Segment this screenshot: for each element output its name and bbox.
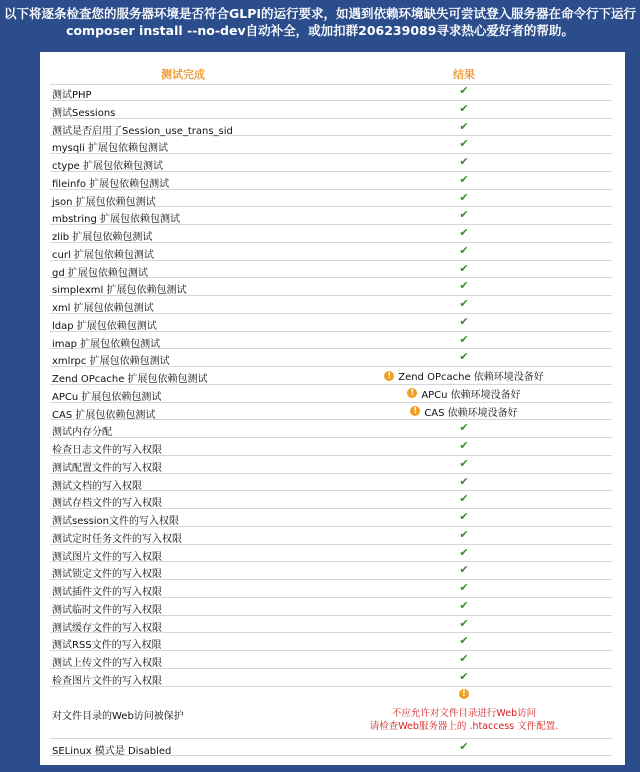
test-result <box>316 689 612 733</box>
check-icon: ✔ <box>459 243 469 257</box>
test-name: ldap 扩展包依赖包测试 <box>52 320 157 332</box>
table-row <box>50 243 612 261</box>
check-icon: ✔ <box>459 492 469 506</box>
table-row <box>50 669 612 687</box>
result-text: Zend OPcache 依赖环境没备好 <box>398 372 544 383</box>
test-result <box>316 155 612 168</box>
test-name: zlib 扩展包依赖包测试 <box>52 232 153 243</box>
table-row <box>50 651 612 669</box>
check-icon: ✔ <box>459 634 469 648</box>
check-icon: ✔ <box>459 226 469 239</box>
test-name: mysqli 扩展包依赖包测试 <box>52 143 168 155</box>
table-row <box>50 136 612 154</box>
check-icon: ✔ <box>459 137 469 151</box>
table-row <box>50 314 612 332</box>
test-result <box>316 634 612 647</box>
table-row <box>50 438 612 456</box>
table-row <box>50 207 612 225</box>
test-result <box>316 279 612 292</box>
table-row <box>50 101 612 119</box>
test-result <box>316 740 612 753</box>
intro-line-1: 以下将逐条检查您的服务器环境是否符合GLPI的运行要求，如遇到依赖环境缺失可尝试登入服务器在命令行下运行 <box>3 6 637 21</box>
test-name: 测试session文件的写入权限 <box>52 516 180 527</box>
check-icon: ✔ <box>459 545 469 559</box>
test-result <box>316 386 612 401</box>
table-row <box>50 367 612 385</box>
check-icon: ✔ <box>459 172 469 186</box>
table-row <box>50 633 612 651</box>
check-icon: ✔ <box>459 297 469 310</box>
test-result <box>316 315 612 328</box>
test-result <box>316 475 612 488</box>
test-name: gd 扩展包依赖包测试 <box>52 267 148 279</box>
test-result <box>316 173 612 186</box>
test-result <box>316 492 612 505</box>
test-name: 测试是否启用了Session_use_trans_sid <box>52 125 233 137</box>
test-result <box>316 120 612 133</box>
column-header-test: 测试完成 <box>161 68 205 81</box>
test-result <box>316 581 612 594</box>
check-icon: ✔ <box>459 350 469 364</box>
test-name: 测试定时任务文件的写入权限 <box>52 533 182 545</box>
check-icon: ✔ <box>459 119 469 133</box>
warning-icon: ! <box>384 371 394 381</box>
test-result <box>316 191 612 204</box>
test-name: ctype 扩展包依赖包测试 <box>52 161 164 172</box>
table-row <box>50 296 612 314</box>
check-icon: ✔ <box>459 101 469 115</box>
test-result <box>316 670 612 683</box>
table-row <box>50 420 612 438</box>
check-icon: ✔ <box>459 563 469 577</box>
test-result <box>316 84 612 97</box>
test-name: fileinfo 扩展包依赖包测试 <box>52 178 170 190</box>
table-row <box>50 739 612 757</box>
test-result <box>316 546 612 559</box>
table-row <box>50 172 612 190</box>
test-result <box>316 563 612 576</box>
test-result <box>316 510 612 523</box>
test-name: 测试锁定文件的写入权限 <box>52 569 162 581</box>
test-name: 测试内存分配 <box>52 427 112 439</box>
test-name: 测试文档的写入权限 <box>52 480 142 492</box>
check-icon: ✔ <box>459 279 469 293</box>
check-icon: ✔ <box>459 314 469 328</box>
test-result <box>316 333 612 346</box>
test-name: 测试上传文件的写入权限 <box>52 658 162 669</box>
test-name: 测试插件文件的写入权限 <box>52 587 162 598</box>
test-name: APCu 扩展包依赖包测试 <box>52 391 162 403</box>
check-icon: ✔ <box>459 190 469 204</box>
test-name: curl 扩展包依赖包测试 <box>52 249 154 261</box>
test-name: 测试PHP <box>52 90 92 101</box>
table-row <box>50 509 612 527</box>
result-text: CAS 依赖环境没备好 <box>424 407 518 419</box>
check-icon: ✔ <box>459 261 469 275</box>
table-row <box>50 580 612 598</box>
test-result <box>316 404 612 419</box>
test-name: mbstring 扩展包依赖包测试 <box>52 214 180 226</box>
table-row-web-access <box>50 687 612 739</box>
test-name: 检查图片文件的写入权限 <box>52 675 162 687</box>
test-result <box>316 350 612 363</box>
test-name: 测试临时文件的写入权限 <box>52 604 162 616</box>
test-result <box>316 599 612 612</box>
check-icon: ✔ <box>459 155 469 168</box>
table-row <box>50 456 612 474</box>
warning-icon: ! <box>459 689 469 699</box>
check-icon: ✔ <box>459 474 469 488</box>
test-name: 测试存档文件的写入权限 <box>52 498 162 510</box>
check-icon: ✔ <box>459 84 469 97</box>
warning-icon: ! <box>410 406 420 416</box>
table-row <box>50 261 612 279</box>
check-icon: ✔ <box>459 439 469 452</box>
table-row <box>50 598 612 616</box>
table-row <box>50 332 612 350</box>
check-icon: ✔ <box>459 581 469 594</box>
warning-icon: ! <box>407 388 417 398</box>
test-name: Zend OPcache 扩展包依赖包测试 <box>52 374 208 385</box>
test-result <box>316 137 612 150</box>
test-name: 检查日志文件的写入权限 <box>52 445 162 456</box>
test-result <box>316 244 612 257</box>
table-row <box>50 83 612 101</box>
test-name: 测试图片文件的写入权限 <box>52 551 162 563</box>
check-icon: ✔ <box>459 527 469 541</box>
test-name: SELinux 模式是 Disabled <box>52 745 172 757</box>
test-result <box>316 208 612 221</box>
test-result <box>316 262 612 275</box>
test-name: imap 扩展包依赖包测试 <box>52 338 161 350</box>
intro-line-2: composer install --no-dev自动补全，或加扣群206239089寻求热心爱好者的帮助。 <box>66 23 574 38</box>
table-row <box>50 403 612 421</box>
table-row <box>50 527 612 545</box>
test-result <box>316 421 612 434</box>
test-result <box>316 226 612 239</box>
test-result <box>316 457 612 470</box>
test-result <box>316 652 612 665</box>
test-result <box>316 368 612 383</box>
test-name: CAS 扩展包依赖包测试 <box>52 409 156 421</box>
table-row <box>50 190 612 208</box>
table-row <box>50 119 612 137</box>
test-result <box>316 528 612 541</box>
check-icon: ✔ <box>459 332 469 346</box>
check-icon: ✔ <box>459 739 469 753</box>
intro-header <box>0 0 640 53</box>
test-name: 对文件目录的Web访问被保护 <box>52 710 184 722</box>
web-access-warning-line-1: 不应允许对文件目录进行Web访问 <box>391 707 537 719</box>
test-result <box>316 297 612 310</box>
test-name: xml 扩展包依赖包测试 <box>52 303 154 314</box>
checks-panel <box>40 52 625 765</box>
check-icon: ✔ <box>459 456 469 470</box>
test-name: 测试缓存文件的写入权限 <box>52 622 162 634</box>
check-icon: ✔ <box>459 208 469 222</box>
table-row <box>50 154 612 172</box>
check-icon: ✔ <box>459 669 469 683</box>
table-row <box>50 491 612 509</box>
test-name: xmlrpc 扩展包依赖包测试 <box>52 356 170 368</box>
table-row <box>50 278 612 296</box>
table-row <box>50 474 612 492</box>
table-row <box>50 616 612 634</box>
table-row <box>50 385 612 403</box>
check-icon: ✔ <box>459 598 469 612</box>
check-icon: ✔ <box>459 616 469 630</box>
test-name: 测试RSS文件的写入权限 <box>52 640 162 652</box>
table-row <box>50 562 612 580</box>
checks-table <box>50 83 612 756</box>
test-result <box>316 102 612 115</box>
web-access-warning-line-2: 请检查Web服务器上的 .htaccess 文件配置. <box>369 720 559 732</box>
table-row <box>50 225 612 243</box>
column-header-result: 结果 <box>453 68 475 81</box>
check-icon: ✔ <box>459 652 469 665</box>
table-row <box>50 349 612 367</box>
check-icon: ✔ <box>459 510 469 523</box>
test-result <box>316 439 612 452</box>
check-icon: ✔ <box>459 421 469 435</box>
test-name: json 扩展包依赖包测试 <box>52 196 156 208</box>
test-name: 测试Sessions <box>52 107 116 119</box>
test-name: 测试配置文件的写入权限 <box>52 462 162 474</box>
result-text: APCu 依赖环境没备好 <box>421 389 521 401</box>
table-row <box>50 545 612 563</box>
test-result <box>316 617 612 630</box>
test-name: simplexml 扩展包依赖包测试 <box>52 285 187 297</box>
